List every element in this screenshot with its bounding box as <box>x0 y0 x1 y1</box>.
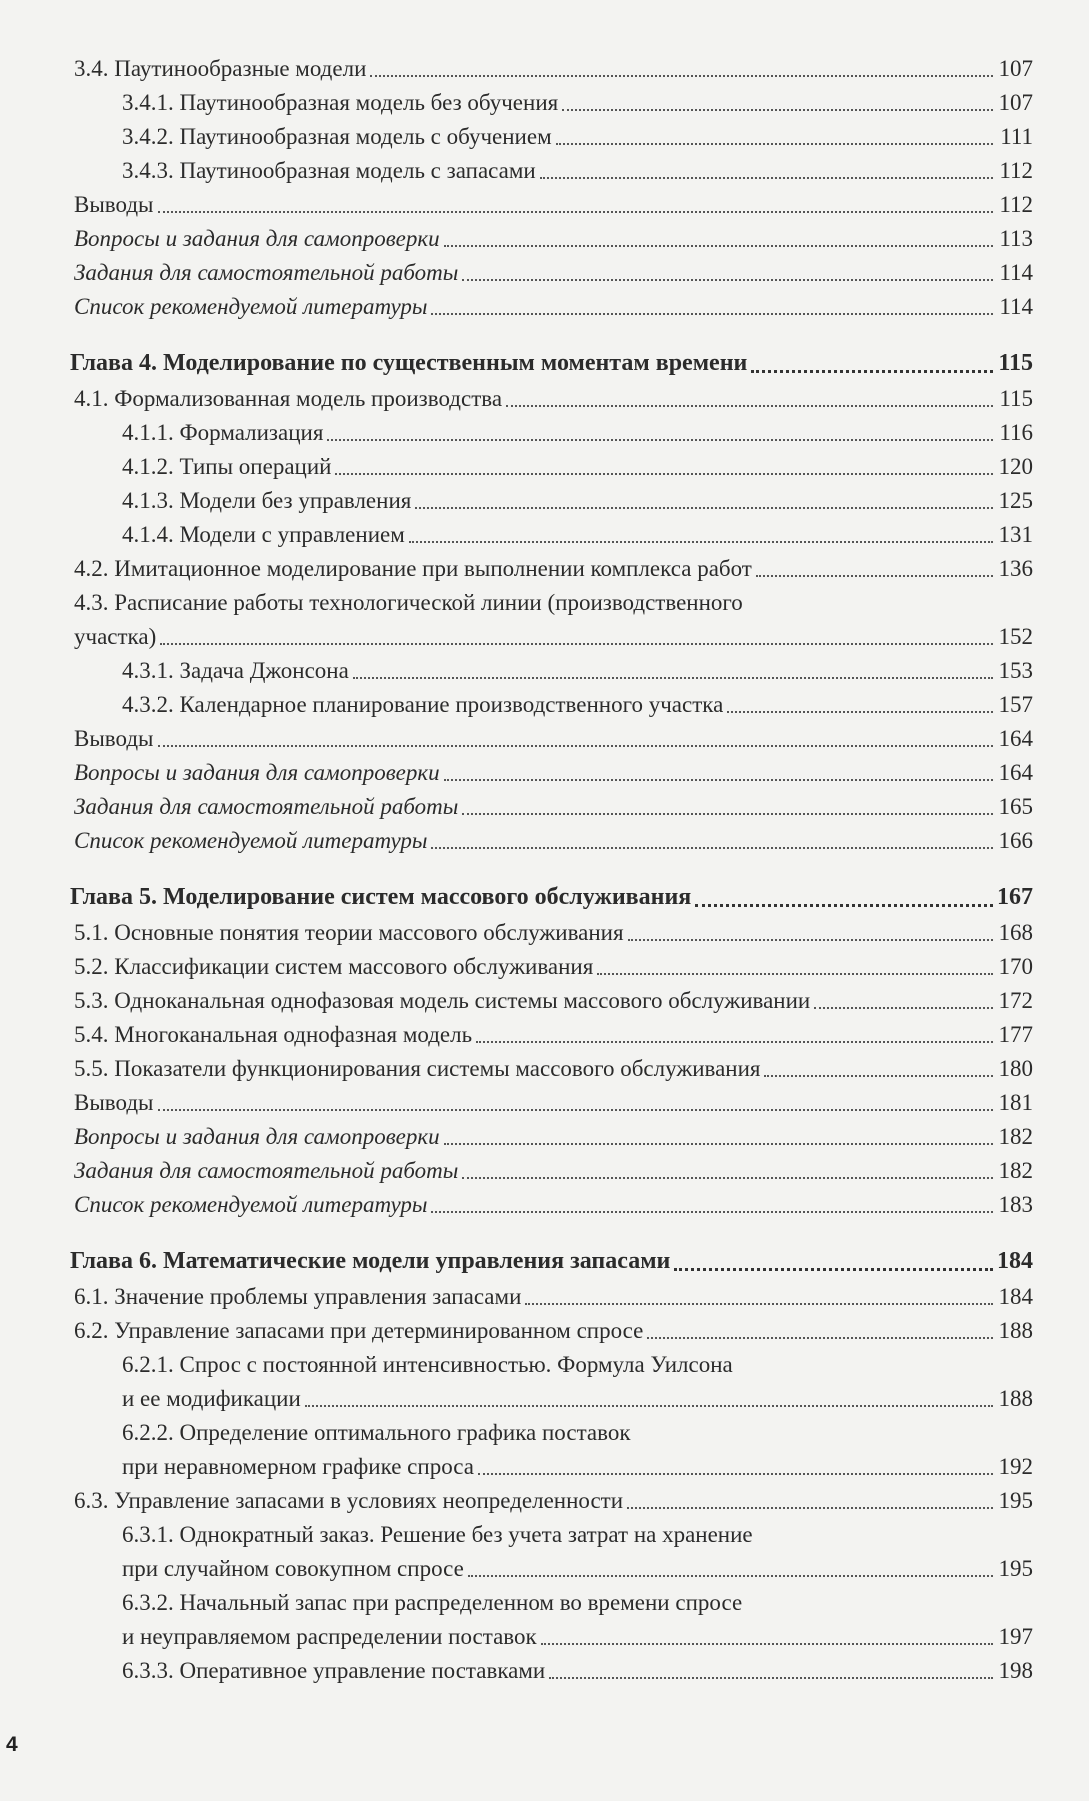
dot-leader <box>506 405 993 407</box>
toc-page-number: 136 <box>998 556 1033 581</box>
toc-entry-title-line: 4.3. Расписание работы технологической линии (производственного <box>74 590 743 615</box>
toc-entry-title: Глава 4. Моделирование по существенным моментам времени <box>70 350 748 376</box>
toc-entry[interactable] <box>70 1188 1033 1222</box>
toc-chapter-entry[interactable] <box>70 878 1033 916</box>
dot-leader <box>444 1143 993 1145</box>
toc-entry[interactable] <box>70 1484 1033 1518</box>
toc-page-number: 112 <box>999 192 1033 217</box>
toc-page-number: 188 <box>998 1318 1033 1343</box>
toc-entry[interactable] <box>70 1052 1033 1086</box>
toc-page-number: 120 <box>998 454 1033 479</box>
dot-leader <box>556 143 993 145</box>
toc-entry[interactable] <box>70 984 1033 1018</box>
toc-page-number: 113 <box>999 226 1033 251</box>
toc-page-number: 197 <box>998 1624 1033 1649</box>
dot-leader <box>562 109 993 111</box>
toc-chapter-entry[interactable] <box>70 1242 1033 1280</box>
dot-leader <box>814 1007 993 1009</box>
toc-entry-title: Задания для самостоятельной работы <box>74 260 459 285</box>
toc-entry-title: Глава 6. Математические модели управления запасами <box>70 1248 671 1274</box>
toc-page-number: 198 <box>998 1658 1033 1683</box>
toc-entry[interactable] <box>70 416 1033 450</box>
toc-entry[interactable] <box>70 188 1033 222</box>
toc-entry-title: Выводы <box>74 1090 154 1115</box>
toc-entry-title: 4.3.2. Календарное планирование производственного участка <box>122 692 724 717</box>
toc-page-number: 182 <box>998 1158 1033 1183</box>
toc-entry-title: Список рекомендуемой литературы <box>74 294 428 319</box>
toc-entry-title: участка) <box>74 624 157 649</box>
toc-entry-title: 4.3.1. Задача Джонсона <box>122 658 349 683</box>
toc-entry-title: 5.5. Показатели функционирования системы массового обслуживания <box>74 1056 761 1081</box>
chapter-spacer <box>70 858 1033 878</box>
toc-entry[interactable] <box>70 256 1033 290</box>
toc-entry[interactable] <box>70 552 1033 586</box>
dot-leader <box>462 279 993 281</box>
toc-entry[interactable] <box>70 518 1033 552</box>
dot-leader <box>541 1643 993 1645</box>
toc-entry[interactable] <box>70 1120 1033 1154</box>
toc-entry[interactable] <box>70 1018 1033 1052</box>
toc-entry[interactable] <box>70 1382 1033 1416</box>
dot-leader <box>431 313 993 315</box>
dot-leader <box>409 541 993 543</box>
toc-entry-title-line: 6.2.2. Определение оптимального графика поставок <box>122 1420 631 1445</box>
toc-entry-title: и ее модификации <box>122 1386 301 1411</box>
chapter-spacer <box>70 324 1033 344</box>
toc-entry-title: Выводы <box>74 726 154 751</box>
toc-page-number: 164 <box>998 726 1033 751</box>
toc-entry-title: Вопросы и задания для самопроверки <box>74 760 440 785</box>
toc-entry-title: 5.1. Основные понятия теории массового обслуживания <box>74 920 624 945</box>
toc-entry-title: 5.3. Одноканальная однофазовая модель системы массового обслуживании <box>74 988 811 1013</box>
toc-entry-title: 3.4. Паутинообразные модели <box>74 56 367 81</box>
toc-entry-title: 4.2. Имитационное моделирование при выполнении комплекса работ <box>74 556 752 581</box>
dot-leader <box>327 439 993 441</box>
toc-entry-title: Вопросы и задания для самопроверки <box>74 226 440 251</box>
toc-entry[interactable] <box>70 120 1033 154</box>
dot-leader <box>647 1337 993 1339</box>
toc-entry[interactable] <box>70 1314 1033 1348</box>
toc-entry-title: Глава 5. Моделирование систем массового обслуживания <box>70 884 692 910</box>
toc-entry-title: 3.4.1. Паутинообразная модель без обучения <box>122 90 559 115</box>
dot-leader <box>468 1575 993 1577</box>
toc-page-number: 183 <box>998 1192 1033 1217</box>
dot-leader <box>158 745 994 747</box>
toc-entry-title: 5.4. Многоканальная однофазная модель <box>74 1022 473 1047</box>
toc-entry-title: Задания для самостоятельной работы <box>74 794 459 819</box>
toc-page-number: 170 <box>998 954 1033 979</box>
dot-leader <box>415 507 993 509</box>
dot-leader <box>756 575 993 577</box>
toc-entry-title-line: 6.3.1. Однократный заказ. Решение без учета затрат на хранение <box>122 1522 753 1547</box>
table-of-contents <box>70 52 1033 1688</box>
chapter-spacer <box>70 1222 1033 1242</box>
toc-page-number: 177 <box>998 1022 1033 1047</box>
toc-page-number: 153 <box>998 658 1033 683</box>
toc-entry[interactable] <box>70 620 1033 654</box>
toc-entry[interactable] <box>70 382 1033 416</box>
toc-page-number: 114 <box>999 260 1033 285</box>
dot-leader <box>444 245 993 247</box>
toc-entry[interactable] <box>70 1552 1033 1586</box>
toc-entry[interactable] <box>70 824 1033 858</box>
toc-page-number: 157 <box>998 692 1033 717</box>
toc-entry-title: 4.1.1. Формализация <box>122 420 324 445</box>
toc-page-number: 116 <box>999 420 1033 445</box>
toc-page-number: 167 <box>997 884 1033 910</box>
toc-page-number: 164 <box>998 760 1033 785</box>
dot-leader <box>160 643 993 645</box>
dot-leader <box>158 211 994 213</box>
toc-page-number: 195 <box>998 1556 1033 1581</box>
toc-page-number: 165 <box>998 794 1033 819</box>
toc-entry[interactable] <box>70 790 1033 824</box>
dot-leader <box>727 711 993 713</box>
page-number: 4 <box>6 1733 18 1756</box>
toc-entry-title: 4.1.2. Типы операций <box>122 454 332 479</box>
toc-page-number: 195 <box>998 1488 1033 1513</box>
toc-entry-title: 6.3. Управление запасами в условиях неопределенности <box>74 1488 624 1513</box>
toc-page-number: 131 <box>998 522 1033 547</box>
toc-entry[interactable] <box>70 756 1033 790</box>
toc-chapter-entry[interactable] <box>70 344 1033 382</box>
toc-page-number: 125 <box>998 488 1033 513</box>
toc-page-number: 181 <box>998 1090 1033 1115</box>
toc-entry[interactable] <box>70 916 1033 950</box>
dot-leader <box>431 847 993 849</box>
dot-leader <box>674 1268 993 1271</box>
toc-entry-title: Задания для самостоятельной работы <box>74 1158 459 1183</box>
toc-page-number: 107 <box>998 90 1033 115</box>
toc-entry-title: Список рекомендуемой литературы <box>74 1192 428 1217</box>
dot-leader <box>444 779 993 781</box>
toc-entry[interactable] <box>70 950 1033 984</box>
toc-entry-title-line: 6.3.2. Начальный запас при распределенном во времени спросе <box>122 1590 743 1615</box>
toc-entry[interactable] <box>70 654 1033 688</box>
toc-entry[interactable] <box>70 1654 1033 1688</box>
toc-entry[interactable] <box>70 1450 1033 1484</box>
dot-leader <box>540 177 993 179</box>
dot-leader <box>431 1211 993 1213</box>
toc-entry-title: 4.1. Формализованная модель производства <box>74 386 503 411</box>
dot-leader <box>476 1041 993 1043</box>
toc-entry[interactable] <box>70 1620 1033 1654</box>
dot-leader <box>549 1677 993 1679</box>
toc-page-number: 192 <box>998 1454 1033 1479</box>
dot-leader <box>525 1303 993 1305</box>
toc-page-number: 168 <box>998 920 1033 945</box>
dot-leader <box>353 677 993 679</box>
dot-leader <box>751 370 993 373</box>
toc-entry[interactable] <box>70 1280 1033 1314</box>
toc-page-number: 184 <box>998 1284 1033 1309</box>
toc-entry[interactable] <box>70 1154 1033 1188</box>
toc-entry-title: 3.4.3. Паутинообразная модель с запасами <box>122 158 536 183</box>
toc-entry-title: и неуправляемом распределении поставок <box>122 1624 537 1649</box>
toc-entry-title: 4.1.3. Модели без управления <box>122 488 412 513</box>
toc-entry-title: Выводы <box>74 192 154 217</box>
toc-entry-title: Вопросы и задания для самопроверки <box>74 1124 440 1149</box>
toc-entry-title: 6.2. Управление запасами при детерминированном спросе <box>74 1318 644 1343</box>
dot-leader <box>478 1473 993 1475</box>
toc-entry[interactable] <box>70 290 1033 324</box>
toc-page-number: 172 <box>998 988 1033 1013</box>
toc-page-number: 152 <box>998 624 1033 649</box>
toc-entry[interactable] <box>70 222 1033 256</box>
dot-leader <box>335 473 993 475</box>
dot-leader <box>764 1075 993 1077</box>
toc-page-number: 114 <box>999 294 1033 319</box>
toc-entry-title: Список рекомендуемой литературы <box>74 828 428 853</box>
toc-page-number: 180 <box>998 1056 1033 1081</box>
dot-leader <box>305 1405 993 1407</box>
toc-entry[interactable] <box>70 1086 1033 1120</box>
toc-entry[interactable] <box>70 450 1033 484</box>
toc-page-number: 111 <box>1000 124 1033 149</box>
toc-entry-title: 6.1. Значение проблемы управления запасами <box>74 1284 522 1309</box>
toc-page-number: 115 <box>999 386 1033 411</box>
toc-page-number: 107 <box>998 56 1033 81</box>
toc-entry[interactable] <box>70 722 1033 756</box>
dot-leader <box>370 75 993 77</box>
toc-page-number: 166 <box>998 828 1033 853</box>
toc-page-number: 188 <box>998 1386 1033 1411</box>
toc-entry[interactable] <box>70 688 1033 722</box>
toc-entry-title: при неравномерном графике спроса <box>122 1454 474 1479</box>
dot-leader <box>627 1507 993 1509</box>
toc-entry[interactable] <box>70 154 1033 188</box>
toc-entry-title: 4.1.4. Модели с управлением <box>122 522 405 547</box>
dot-leader <box>462 813 993 815</box>
toc-entry[interactable] <box>70 52 1033 86</box>
toc-entry-title: 6.3.3. Оперативное управление поставками <box>122 1658 546 1683</box>
dot-leader <box>695 904 993 907</box>
dot-leader <box>158 1109 994 1111</box>
toc-entry[interactable] <box>70 86 1033 120</box>
toc-entry-title: 5.2. Классификации систем массового обслуживания <box>74 954 594 979</box>
toc-page-number: 184 <box>997 1248 1033 1274</box>
dot-leader <box>462 1177 993 1179</box>
toc-entry[interactable] <box>70 484 1033 518</box>
toc-page-number: 115 <box>998 350 1033 376</box>
toc-page-number: 182 <box>998 1124 1033 1149</box>
toc-page-number: 112 <box>999 158 1033 183</box>
toc-entry-title: 3.4.2. Паутинообразная модель с обучением <box>122 124 552 149</box>
toc-entry-title: при случайном совокупном спросе <box>122 1556 464 1581</box>
dot-leader <box>597 973 993 975</box>
dot-leader <box>628 939 993 941</box>
toc-entry-title-line: 6.2.1. Спрос с постоянной интенсивностью. Формула Уилсона <box>122 1352 733 1377</box>
